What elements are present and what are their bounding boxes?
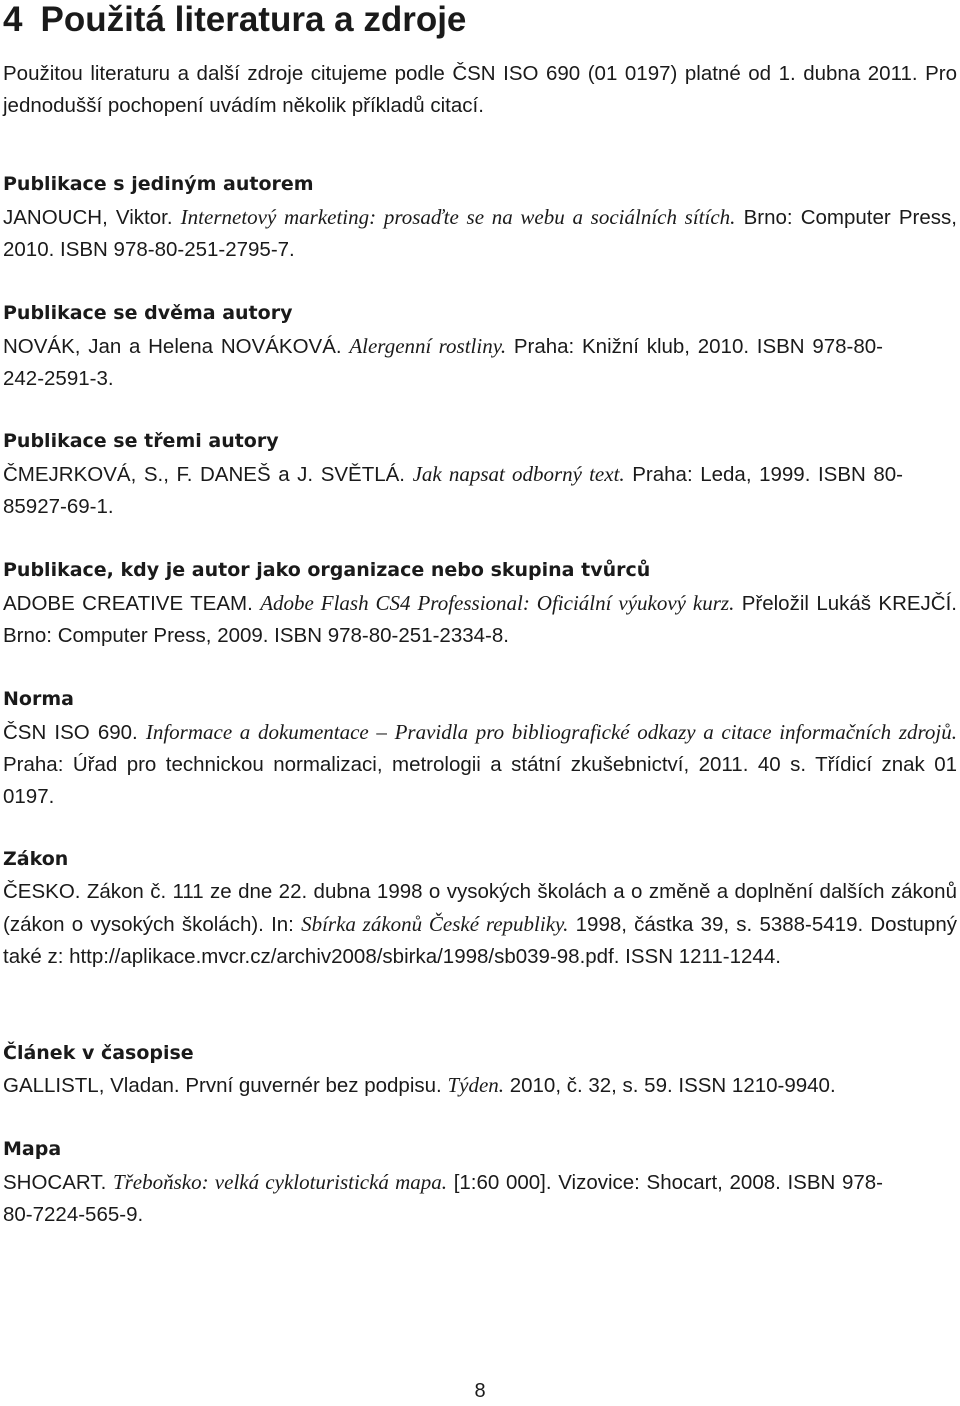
citation-title: Sbírka zákonů České republiky. bbox=[301, 912, 569, 936]
citation-part: Praha: Knižní klub, 2010. ISBN 978-80-242-2591-3. bbox=[3, 335, 884, 390]
citation-title: Adobe Flash CS4 Professional: Oficiální výukový kurz. bbox=[260, 591, 735, 615]
citation-part: JANOUCH, Viktor. bbox=[3, 206, 181, 229]
citation-part: Brno: Computer Press, 2010. ISBN 978-80-251-2795-7. bbox=[3, 206, 957, 261]
chapter-number: 4 bbox=[3, 0, 23, 39]
citation-part: Přeložil Lukáš KREJČÍ. Brno: Computer Press, 2009. ISBN 978-80-251-2334-8. bbox=[3, 592, 957, 647]
citation-part: NOVÁK, Jan a Helena NOVÁKOVÁ. bbox=[3, 335, 350, 358]
citation-single-author bbox=[3, 201, 957, 266]
citation-three-authors bbox=[3, 458, 903, 523]
section-title-organization-author: Publikace, kdy je autor jako organizace nebo skupina tvůrců bbox=[3, 559, 651, 581]
citation-part: [1:60 000]. Vizovice: Shocart, 2008. ISBN 978-80-7224-565-9. bbox=[3, 1171, 883, 1226]
citation-part: Praha: Úřad pro technickou normalizaci, metrologii a státní zkušebnictví, 2011. 40 s. Třídicí znak 01 0197. bbox=[3, 753, 957, 808]
citation-journal-article bbox=[3, 1069, 957, 1102]
citation-title: Informace a dokumentace – Pravidla pro bibliografické odkazy a citace informačních zdrojů. bbox=[145, 720, 957, 744]
citation-part: SHOCART. bbox=[3, 1171, 113, 1194]
section-title-two-authors: Publikace se dvěma autory bbox=[3, 302, 293, 324]
section-title-journal-article: Článek v časopise bbox=[3, 1042, 194, 1064]
citation-organization-author bbox=[3, 587, 957, 652]
citation-standard bbox=[3, 716, 957, 813]
citation-title: Alergenní rostliny. bbox=[349, 334, 507, 358]
citation-part: ČMEJRKOVÁ, S., F. DANEŠ a J. SVĚTLÁ. bbox=[3, 463, 413, 486]
citation-title: Třeboňsko: velká cykloturistická mapa. bbox=[112, 1170, 448, 1194]
citation-map bbox=[3, 1166, 883, 1231]
citation-part: ADOBE CREATIVE TEAM. bbox=[3, 592, 261, 615]
citation-title: Týden. bbox=[447, 1073, 505, 1097]
chapter-title: Použitá literatura a zdroje bbox=[40, 0, 467, 39]
section-title-standard: Norma bbox=[3, 688, 74, 710]
citation-law bbox=[3, 876, 957, 973]
citation-part: GALLISTL, Vladan. První guvernér bez podpisu. bbox=[3, 1074, 448, 1097]
section-title-map: Mapa bbox=[3, 1138, 62, 1160]
citation-part: ČESKO. Zákon č. 111 ze dne 22. dubna 1998 o vysokých školách a o změně a doplnění dalších zákonů (zákon o vysokých školách). In: bbox=[3, 880, 957, 936]
section-title-law: Zákon bbox=[3, 848, 69, 870]
intro-paragraph: Použitou literaturu a další zdroje citujeme podle ČSN ISO 690 (01 0197) platné od 1. dubna 2011. Pro jednodušší pochopení uvádím několik příkladů citací. bbox=[3, 62, 957, 117]
citation-part: Praha: Leda, 1999. ISBN 80-85927-69-1. bbox=[3, 463, 904, 518]
citation-title: Internetový marketing: prosaďte se na webu a sociálních sítích. bbox=[180, 205, 736, 229]
citation-part: 2010, č. 32, s. 59. ISSN 1210-9940. bbox=[504, 1074, 836, 1097]
citation-title: Jak napsat odborný text. bbox=[412, 462, 625, 486]
citation-part: ČSN ISO 690. bbox=[3, 721, 146, 744]
citation-two-authors bbox=[3, 330, 883, 395]
chapter-heading bbox=[3, 0, 466, 40]
page-number: 8 bbox=[474, 1380, 486, 1402]
section-title-single-author: Publikace s jediným autorem bbox=[3, 173, 314, 195]
citation-part: 1998, částka 39, s. 5388-5419. Dostupný také z: http://aplikace.mvcr.cz/archiv2008/sbirka/1998/sb039-98.pdf. ISSN 1211-1244. bbox=[3, 913, 957, 968]
section-title-three-authors: Publikace se třemi autory bbox=[3, 430, 279, 452]
